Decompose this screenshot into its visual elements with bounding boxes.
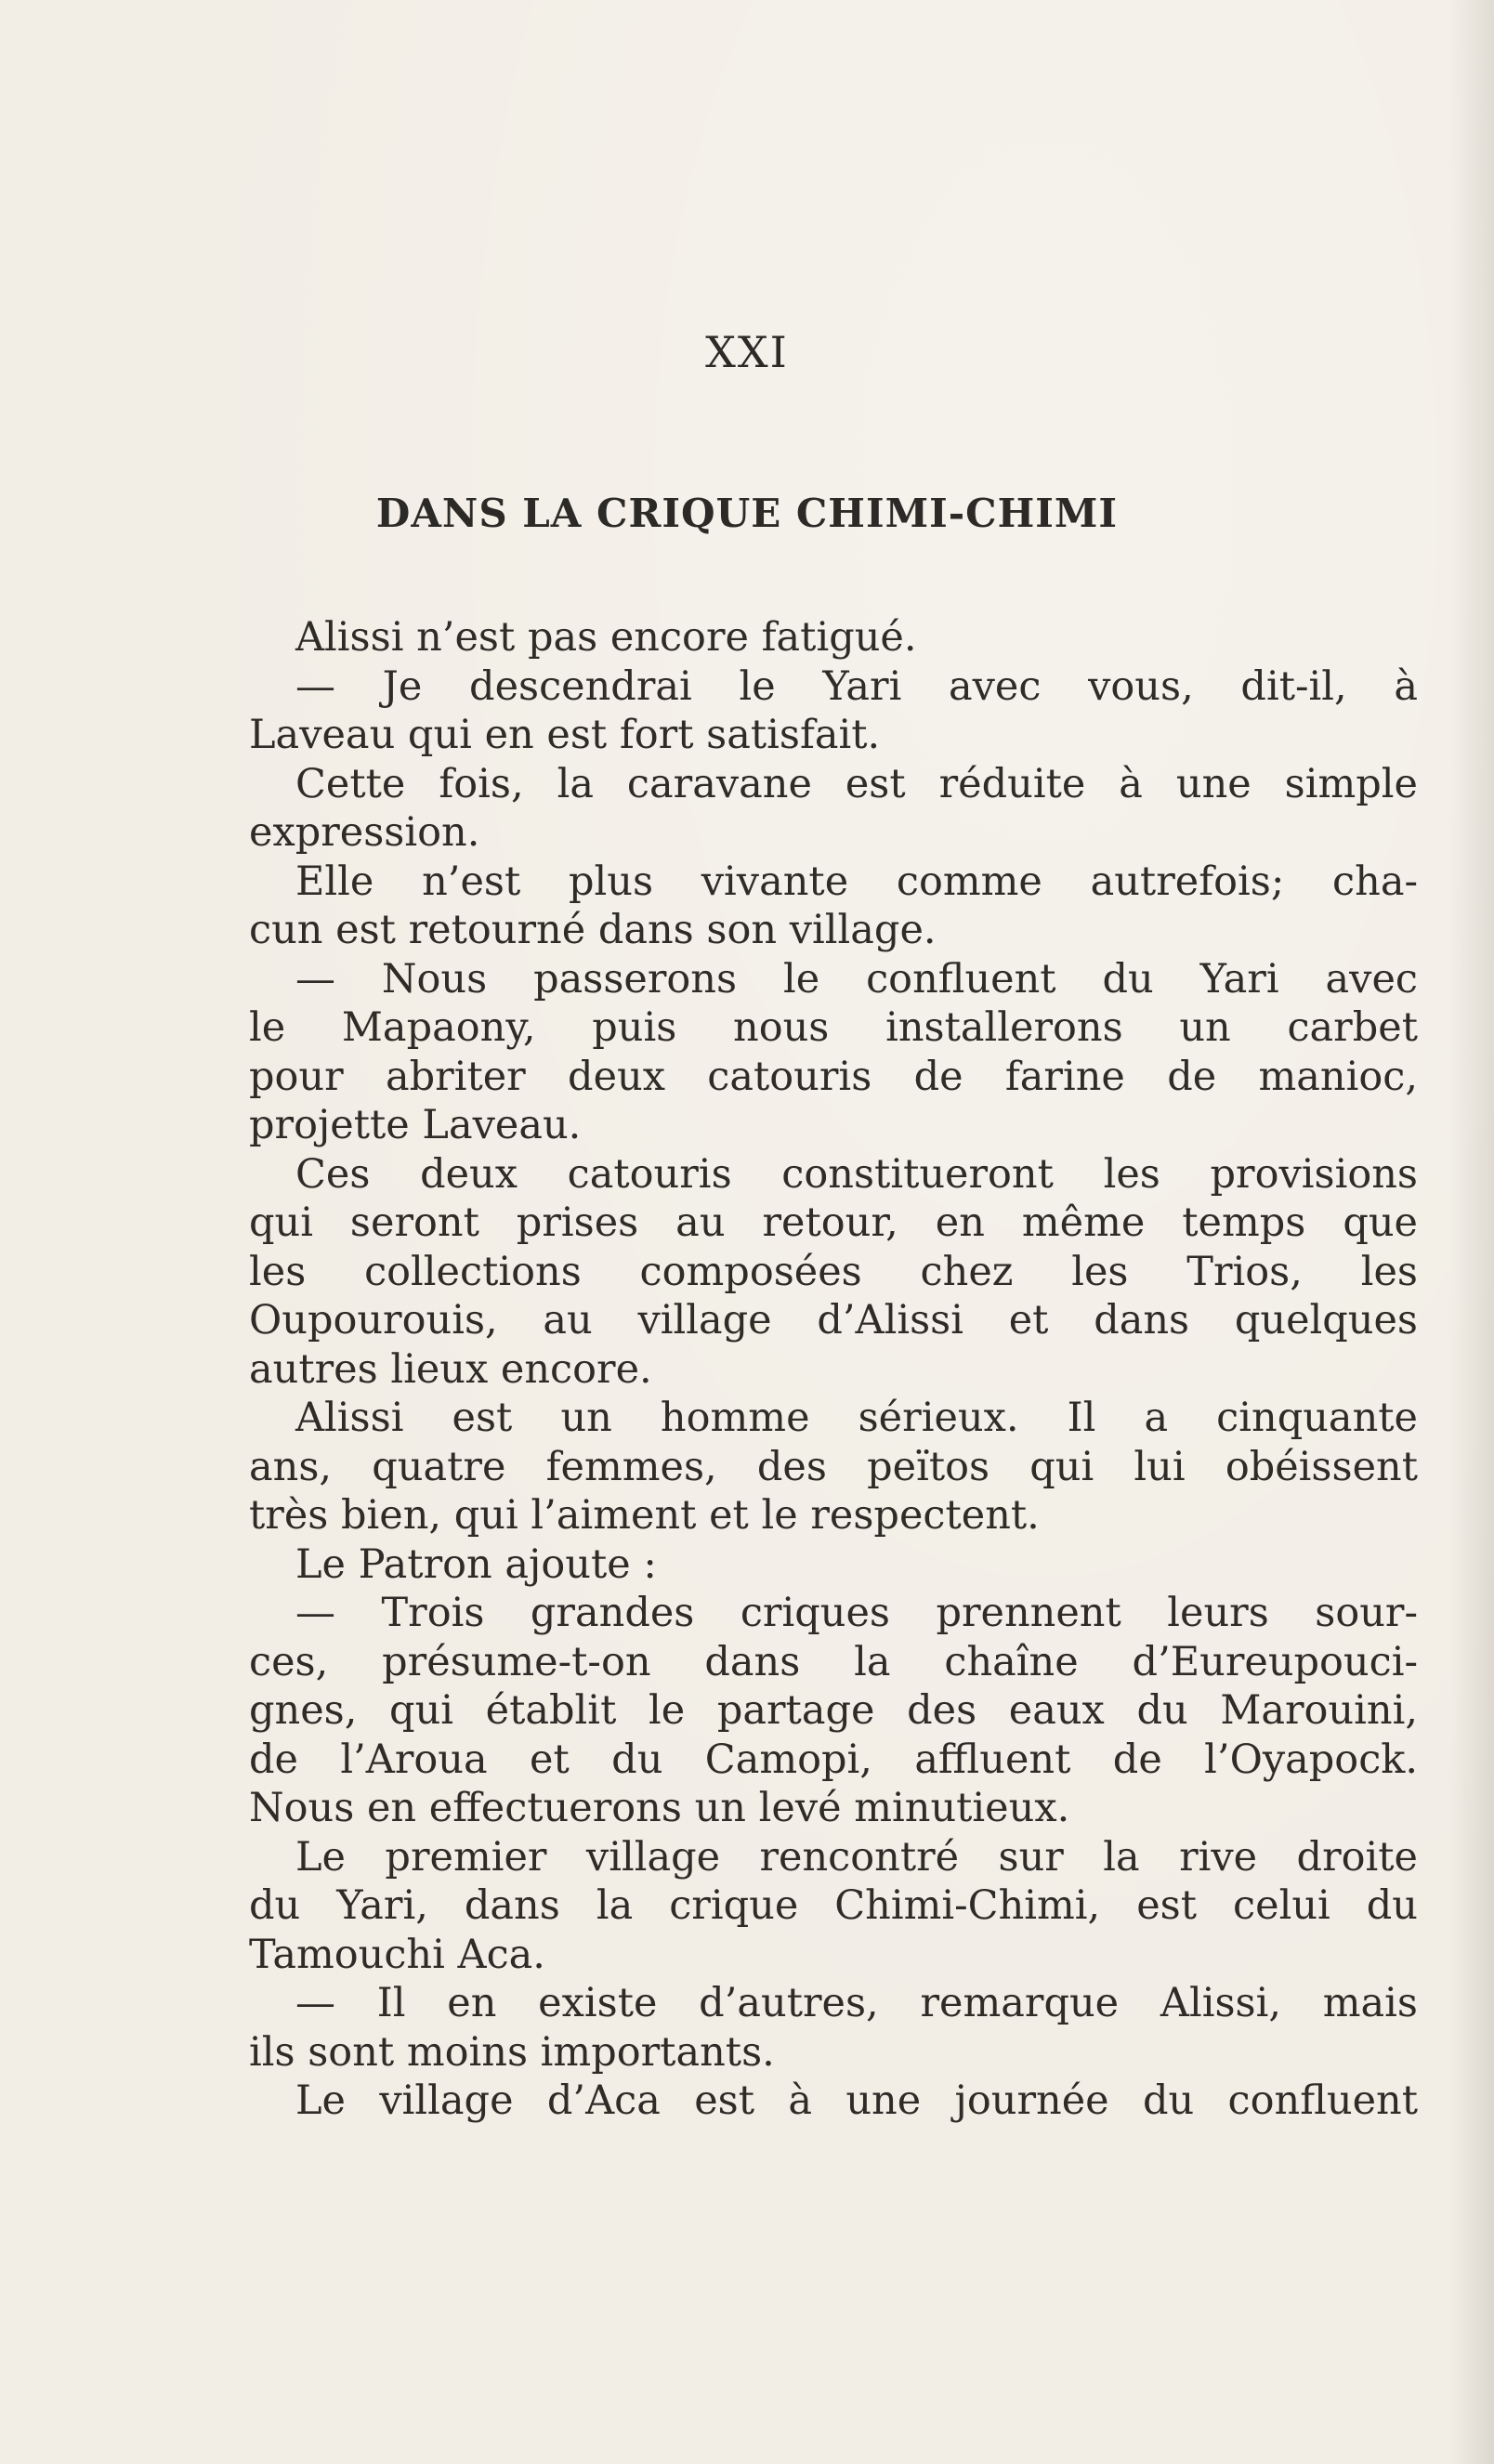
text-line: ans, quatre femmes, des peïtos qui lui obéissent <box>249 1443 1418 1490</box>
chapter-number: XXI <box>705 327 789 377</box>
text-line: très bien, qui l’aiment et le respectent. <box>249 1492 1040 1539</box>
text-line: Cette fois, la caravane est réduite à une simple <box>295 760 1418 807</box>
text-line: Alissi n’est pas encore fatigué. <box>295 614 917 661</box>
text-line: projette Laveau. <box>249 1102 582 1148</box>
text-line: qui seront prises au retour, en même temps que <box>249 1199 1418 1246</box>
text-line: ces, présume-t-on dans la chaîne d’Eureupouci- <box>249 1638 1418 1685</box>
text-line: Le premier village rencontré sur la rive droite <box>295 1833 1418 1881</box>
text-line: les collections composées chez les Trios, les <box>249 1248 1418 1295</box>
chapter-title: DANS LA CRIQUE CHIMI-CHIMI <box>375 491 1119 536</box>
text-line: — Trois grandes criques prennent leurs sour- <box>295 1590 1418 1636</box>
text-line: de l’Aroua et du Camopi, affluent de l’Oyapock. <box>249 1736 1418 1783</box>
text-line: Elle n’est plus vivante comme autrefois; cha- <box>295 858 1418 905</box>
text-line: Laveau qui en est fort satisfait. <box>249 712 881 758</box>
text-line: Ces deux catouris constitueront les provisions <box>295 1150 1418 1198</box>
text-line: expression. <box>249 809 480 856</box>
text-line: autres lieux encore. <box>249 1345 652 1393</box>
text-line: Oupourouis, au village d’Alissi et dans quelques <box>249 1297 1418 1343</box>
text-line: pour abriter deux catouris de farine de manioc, <box>249 1053 1418 1100</box>
text-line: le Mapaony, puis nous installerons un carbet <box>249 1004 1418 1051</box>
text-line: cun est retourné dans son village. <box>249 907 937 953</box>
text-line: Alissi est un homme sérieux. Il a cinquante <box>295 1395 1418 1441</box>
text-line: ils sont moins importants. <box>249 2028 775 2076</box>
text-line: — Je descendrai le Yari avec vous, dit-il, à <box>295 662 1418 710</box>
text-line: du Yari, dans la crique Chimi-Chimi, est celui du <box>249 1882 1418 1929</box>
text-line: Tamouchi Aca. <box>249 1931 545 1978</box>
text-line: — Il en existe d’autres, remarque Alissi, mais <box>295 1980 1418 2026</box>
text-line: Le village d’Aca est à une journée du confluent <box>295 2077 1418 2124</box>
text-line: gnes, qui établit le partage des eaux du Marouini, <box>249 1687 1418 1734</box>
text-line: Le Patron ajoute : <box>295 1540 657 1588</box>
text-line: — Nous passerons le confluent du Yari avec <box>295 955 1418 1003</box>
body-text <box>249 613 1418 2126</box>
text-line: Nous en effectuerons un levé minutieux. <box>249 1785 1070 1831</box>
